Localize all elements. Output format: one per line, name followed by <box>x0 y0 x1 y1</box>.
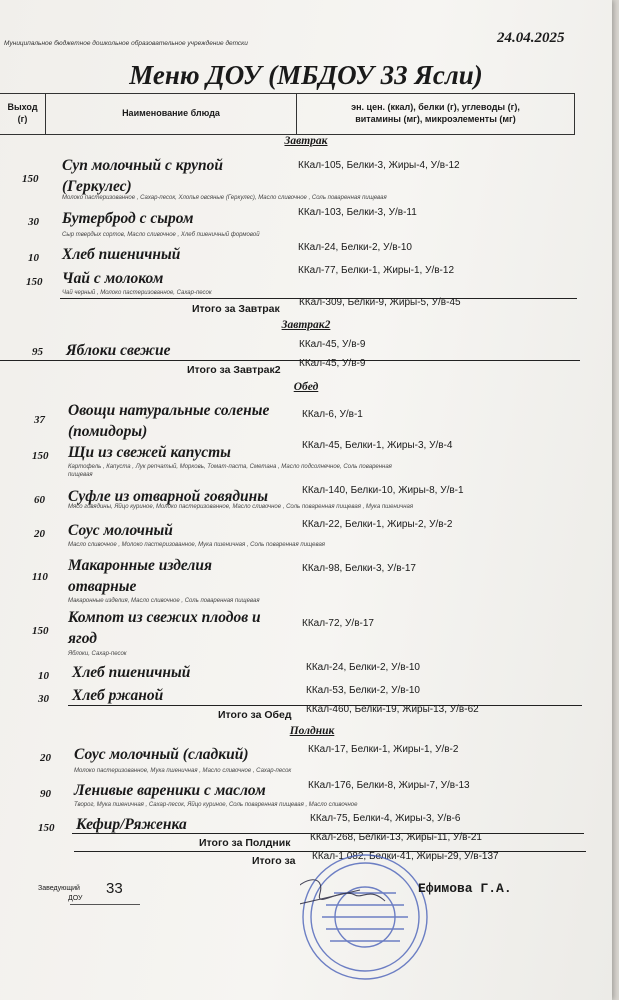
dish-name: Суфле из отварной говядины <box>68 488 269 505</box>
dish-name: Компот из свежих плодов и ягод <box>68 609 261 647</box>
item-nutrition: ККал-176, Белки-8, Жиры-7, У/в-13 <box>308 780 470 791</box>
item-output: 10 <box>38 670 49 682</box>
dish-name: Овощи натуральные соленые (помидоры) <box>68 402 270 440</box>
item-nutrition: ККал-53, Белки-2, У/в-10 <box>306 685 420 696</box>
item-nutrition: ККал-140, Белки-10, Жиры-8, У/в-1 <box>302 485 464 496</box>
section-breakfast2: Завтрак2 <box>281 319 331 331</box>
item-output: 90 <box>40 788 51 800</box>
item-ingredients: Яблоки, Сахар-песок <box>68 651 127 657</box>
item-ingredients: Макаронные изделия, Масло сливочное , Соль поваренная пищевая <box>68 598 260 604</box>
dish-name: Чай с молоком <box>62 270 164 287</box>
dish-name: Ленивые вареники с маслом <box>74 782 266 799</box>
dish-name: Хлеб ржаной <box>72 687 164 704</box>
item-nutrition: ККал-72, У/в-17 <box>302 618 374 629</box>
item-nutrition: ККал-6, У/в-1 <box>302 409 363 420</box>
item-ingredients: Сыр твердых сортов, Масло сливочное , Хлеб пшеничный формовой <box>62 232 260 238</box>
grand-total-nutrition: ККал-1 082, Белки-41, Жиры-29, У/в-137 <box>312 851 499 862</box>
manager-label: Заведующий ДОУ <box>38 885 83 902</box>
item-nutrition: ККал-24, Белки-2, У/в-10 <box>298 242 412 253</box>
dish-name: Кефир/Ряженка <box>76 816 187 833</box>
item-nutrition: ККал-103, Белки-3, У/в-11 <box>298 207 417 218</box>
signature-line <box>70 904 140 905</box>
item-ingredients: Творог, Мука пшеничная , Сахар-песок, Яйцо куриное, Соль поваренная пищевая , Масло сливочное <box>74 802 358 808</box>
section-lunch: Обед <box>293 381 319 393</box>
manager-number: 33 <box>106 880 123 897</box>
item-output: 150 <box>22 173 39 185</box>
item-output: 95 <box>32 346 43 358</box>
total-nutrition: ККал-45, У/в-9 <box>299 358 366 369</box>
header-nutrition: эн. цен. (ккал), белки (г), углеводы (г), витамины (мг), микроэлементы (мг) <box>351 102 520 124</box>
dish-name: Яблоки свежие <box>66 342 171 359</box>
header-dish-name: Наименование блюда <box>46 94 297 134</box>
total-nutrition: ККал-309, Белки-9, Жиры-5, У/в-45 <box>299 297 461 308</box>
dish-name: Бутерброд с сыром <box>62 210 194 227</box>
item-nutrition: ККал-17, Белки-1, Жиры-1, У/в-2 <box>308 744 459 755</box>
item-ingredients: Картофель , Капуста , Лук репчатый, Морковь, Томат-паста, Сметана , Масло подсолнечное, Соль поваренная пищевая <box>68 464 392 478</box>
item-nutrition: ККал-98, Белки-3, У/в-17 <box>302 563 416 574</box>
total-nutrition: ККал-268, Белки-13, Жиры-11, У/в-21 <box>310 832 482 843</box>
item-output: 30 <box>28 216 39 228</box>
item-nutrition: ККал-105, Белки-3, Жиры-4, У/в-12 <box>298 160 460 171</box>
item-nutrition: ККал-45, Белки-1, Жиры-3, У/в-4 <box>302 440 453 451</box>
dish-name: Макаронные изделия отварные <box>68 557 212 595</box>
grand-total-label: Итого за <box>252 855 296 867</box>
item-nutrition: ККал-75, Белки-4, Жиры-3, У/в-6 <box>310 813 461 824</box>
dish-name: Соус молочный <box>68 522 173 539</box>
item-output: 150 <box>26 276 43 288</box>
item-output: 20 <box>34 528 45 540</box>
total-label: Итого за Завтрак <box>192 303 280 315</box>
item-output: 150 <box>38 822 55 834</box>
total-label: Итого за Завтрак2 <box>187 364 281 376</box>
dish-name: Хлеб пшеничный <box>62 246 181 263</box>
divider <box>0 360 580 361</box>
item-output: 60 <box>34 494 45 506</box>
org-name: Муниципальное бюджетное дошкольное образовательное учреждение детски <box>4 40 248 47</box>
item-ingredients: Мясо говядины, Яйцо куриное, Молоко пастеризованное, Масло сливочное , Соль поваренная пищевая , Мука пшеничная <box>68 504 414 510</box>
item-output: 10 <box>28 252 39 264</box>
item-output: 20 <box>40 752 51 764</box>
item-output: 150 <box>32 625 49 637</box>
page-title: Меню ДОУ (МБДОУ 33 Ясли) <box>129 60 483 90</box>
table-header <box>0 93 575 135</box>
item-output: 150 <box>32 450 49 462</box>
dish-name: Соус молочный (сладкий) <box>74 746 249 763</box>
item-nutrition: ККал-45, У/в-9 <box>299 339 366 350</box>
total-label: Итого за Полдник <box>199 837 291 849</box>
section-breakfast: Завтрак <box>284 135 328 147</box>
total-nutrition: ККал-460, Белки-19, Жиры-13, У/в-62 <box>306 704 479 715</box>
section-snack: Полдник <box>289 725 335 737</box>
dish-name: Щи из свежей капусты <box>68 444 231 461</box>
item-ingredients: Масло сливочное , Молоко пастеризованное, Мука пшеничная , Соль поваренная пищевая <box>68 542 326 548</box>
total-label: Итого за Обед <box>218 709 292 721</box>
item-nutrition: ККал-22, Белки-1, Жиры-2, У/в-2 <box>302 519 453 530</box>
item-output: 30 <box>38 693 49 705</box>
dish-name: Хлеб пшеничный <box>72 664 191 681</box>
item-ingredients: Чай черный , Молоко пастеризованное, Сахар-песок <box>62 290 212 296</box>
header-output: Выход (г) <box>0 94 46 134</box>
dish-name: Суп молочный с крупой (Геркулес) <box>62 157 224 195</box>
signature-name: Ефимова Г.А. <box>418 881 512 896</box>
item-output: 110 <box>32 571 48 583</box>
item-ingredients: Молоко пастеризованное, Мука пшеничная , Масло сливочное , Сахар-песок <box>74 768 292 774</box>
item-nutrition: ККал-24, Белки-2, У/в-10 <box>306 662 420 673</box>
item-output: 37 <box>34 414 45 426</box>
stamp-icon <box>300 835 430 1000</box>
menu-date: 24.04.2025 <box>497 30 565 46</box>
item-ingredients: Молоко пастеризованное , Сахар-песок, Хлопья овсяные (Геркулес), Масло сливочное , Соль поваренная пищевая <box>62 195 387 201</box>
item-nutrition: ККал-77, Белки-1, Жиры-1, У/в-12 <box>298 265 455 276</box>
